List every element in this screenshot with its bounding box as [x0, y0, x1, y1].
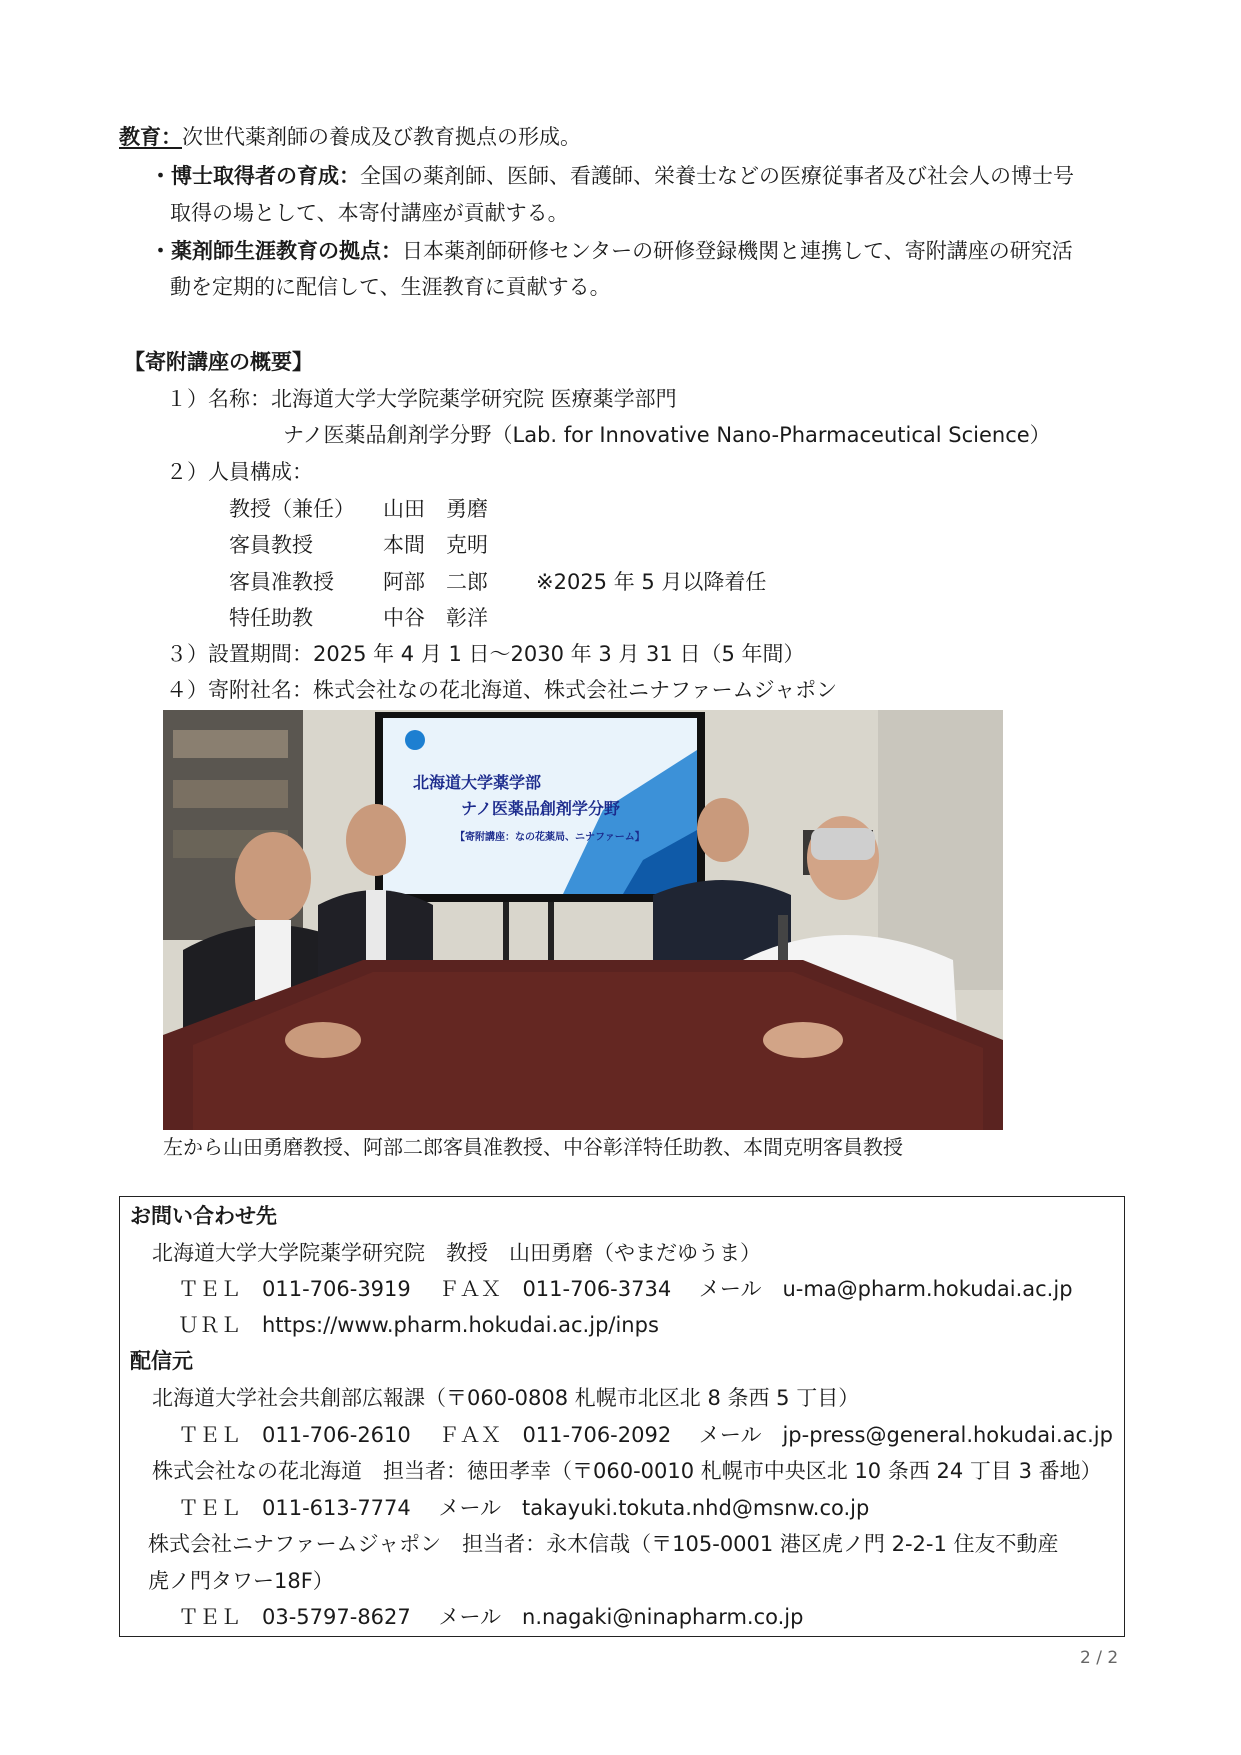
- screen-title-1: 北海道大学薬学部: [413, 773, 542, 792]
- staff-name: 山田 勇磨: [383, 497, 488, 521]
- page-number: 2 / 2: [1080, 1648, 1119, 1668]
- distribution-tel: ＴＥＬ 011-613-7774 メール takayuki.tokuta.nhd@msnw.co.jp: [178, 1496, 870, 1520]
- overview-staff-heading: ２）人員構成：: [166, 460, 313, 484]
- overview-name-cont: ナノ医薬品創剤学分野（Lab. for Innovative Nano-Pharmaceutical Science）: [283, 423, 1051, 447]
- overview-period: ３）設置期間：2025 年 4 月 1 日～2030 年 3 月 31 日（5 年間）: [166, 642, 805, 666]
- group-photo: [163, 710, 1003, 1130]
- bullet-phd-cont: 取得の場として、本寄付講座が貢献する。: [170, 201, 569, 225]
- distribution-org-cont: 虎ノ門タワー18F）: [148, 1569, 334, 1593]
- education-heading: 教育：: [119, 125, 182, 149]
- distribution-org: 北海道大学社会共創部広報課（〒060-0808 札幌市北区北 8 条西 5 丁目）: [152, 1386, 860, 1410]
- staff-role: 客員教授: [229, 533, 313, 557]
- overview-heading: 【寄附講座の概要】: [124, 350, 313, 374]
- bullet-phd: [150, 162, 1074, 190]
- staff-note: ※2025 年 5 月以降着任: [536, 570, 767, 594]
- bullet-lifelong-cont: 動を定期的に配信して、生涯教育に貢献する。: [170, 275, 611, 299]
- screen-title-2: ナノ医薬品創剤学分野: [461, 799, 620, 818]
- distribution-tel: ＴＥＬ 011-706-2610 ＦＡＸ 011-706-2092 メール jp-press@general.hokudai.ac.jp: [178, 1423, 1113, 1447]
- distribution-heading: 配信元: [130, 1349, 193, 1373]
- bullet-phd-title: ・博士取得者の育成：: [150, 164, 360, 188]
- overview-name: １）名称：北海道大学大学院薬学研究院 医療薬学部門: [166, 387, 677, 411]
- staff-name: 中谷 彰洋: [383, 606, 488, 630]
- contact-org: 北海道大学大学院薬学研究院 教授 山田勇磨（やまだゆうま）: [152, 1241, 761, 1265]
- staff-role: 客員准教授: [229, 570, 334, 594]
- education-text: 次世代薬剤師の養成及び教育拠点の形成。: [182, 125, 581, 149]
- screen-subtitle: 【寄附講座：なの花薬局、ニナファーム】: [455, 832, 645, 843]
- overview-donors: ４）寄附社名：株式会社なの花北海道、株式会社ニナファームジャポン: [166, 678, 838, 702]
- bullet-lifelong-title: ・薬剤師生涯教育の拠点：: [150, 239, 402, 263]
- contact-tel-line: ＴＥＬ 011-706-3919 ＦＡＸ 011-706-3734 メール u-ma@pharm.hokudai.ac.jp: [178, 1277, 1073, 1301]
- staff-name: 阿部 二郎: [383, 570, 488, 594]
- contact-url-line: ＵＲＬ https://www.pharm.hokudai.ac.jp/inps: [178, 1313, 659, 1337]
- contact-heading: お問い合わせ先: [130, 1204, 277, 1228]
- staff-name: 本間 克明: [383, 533, 488, 557]
- education-line: [119, 123, 581, 151]
- distribution-org: 株式会社ニナファームジャポン 担当者：永木信哉（〒105-0001 港区虎ノ門 2-2-1 住友不動産: [148, 1532, 1059, 1556]
- bullet-phd-text: 全国の薬剤師、医師、看護師、栄養士などの医療従事者及び社会人の博士号: [360, 164, 1074, 188]
- staff-role: 特任助教: [229, 606, 313, 630]
- staff-role: 教授（兼任）: [229, 497, 355, 521]
- photo-caption: 左から山田勇磨教授、阿部二郎客員准教授、中谷彰洋特任助教、本間克明客員教授: [163, 1135, 903, 1159]
- distribution-tel: ＴＥＬ 03-5797-8627 メール n.nagaki@ninapharm.co.jp: [178, 1605, 804, 1629]
- bullet-lifelong: [150, 237, 1073, 265]
- bullet-lifelong-text: 日本薬剤師研修センターの研修登録機関と連携して、寄附講座の研究活: [402, 239, 1073, 263]
- distribution-org: 株式会社なの花北海道 担当者：徳田孝幸（〒060-0010 札幌市中央区北 10 条西 24 丁目 3 番地）: [152, 1459, 1102, 1483]
